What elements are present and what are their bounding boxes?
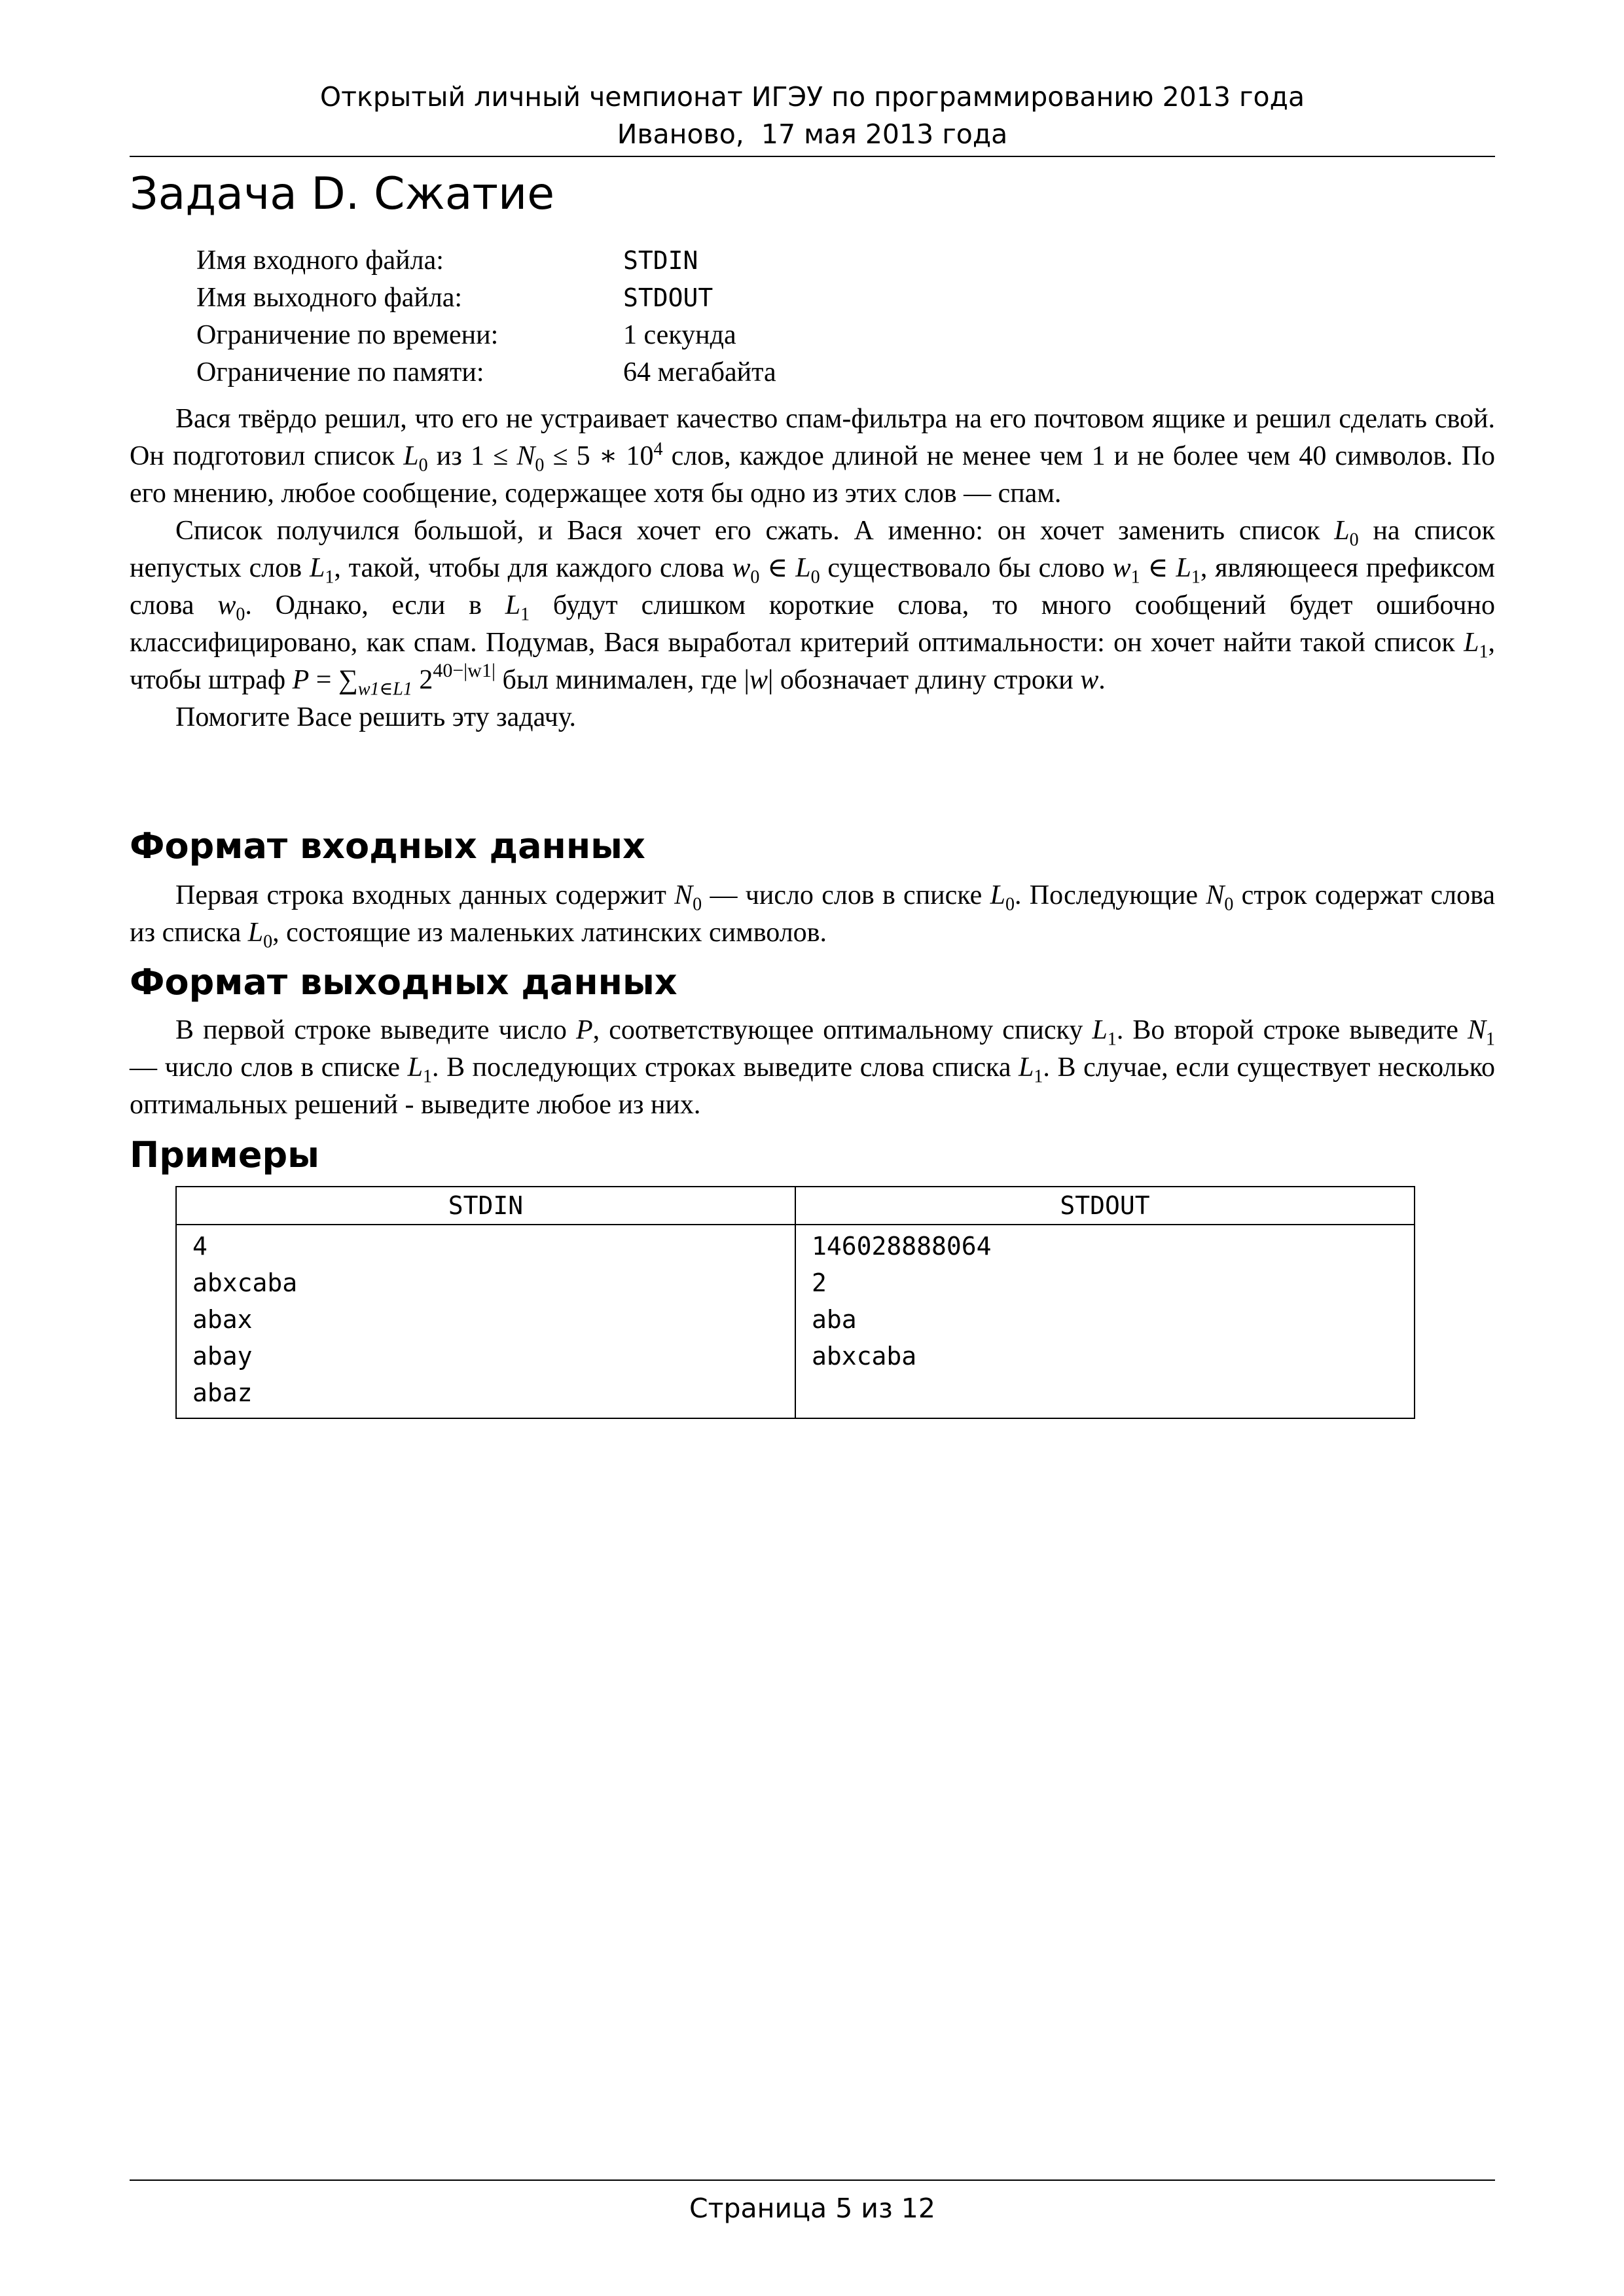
limit-label: Ограничение по памяти: [196,357,484,387]
header-rule [130,156,1495,157]
limit-row-time [196,317,776,354]
output-format-heading: Формат выходных данных [130,961,677,1003]
problem-statement [130,401,1495,736]
statement-paragraph-1: Вася твёрдо решил, что его не устраивает качество спам-фильтра на его почтовом ящике и решил сделать свой. Он подготовил список $L_0$ из $1 \le N_0 \le 5$ ∗ $10^4$ слов, каждое длиной не менее чем 1 и не более чем 40 символов. По его мнению, любое сообщение, содержащее хотя бы одно из этих слов — спам. [130,404,1495,509]
table-row [176,1225,1415,1418]
column-header-stdout: STDOUT [795,1187,1415,1225]
limit-row-output-file [196,279,776,317]
stdout-line: 146028888064 [812,1232,992,1261]
page-number: Страница 5 из 12 [689,2193,935,2224]
examples-header-row [176,1187,1415,1225]
stdin-line: abxcaba [192,1268,298,1297]
stdin-cell [176,1225,795,1418]
header-line-1: Открытый личный чемпионат ИГЭУ по программированию 2013 года [319,81,1305,113]
limit-value: 64 мегабайта [623,357,776,387]
stdin-line: 4 [192,1232,208,1261]
statement-paragraph-3: Помогите Васе решить эту задачу. [175,702,577,732]
examples-table [175,1186,1415,1419]
limit-label: Ограничение по времени: [196,320,499,350]
limit-row-input-file [196,242,776,279]
page-header [130,79,1495,153]
output-format-text: В первой строке выведите число P, соответствующее оптимальному списку $L_1$. Во второй строке выведите $N_1$ — число слов в списке $L_1$. В последующих строках выведите слова списка $L_1$. В случае, если существует несколько оптимальных решений - выведите любое из них. [130,1015,1495,1120]
limit-value: STDIN [623,246,698,275]
input-format-text: Первая строка входных данных содержит $N_0$ — число слов в списке $L_0$. Последующие $N_0$ строк содержат слова из списка $L_0$, состоящие из маленьких латинских символов. [130,880,1495,952]
input-format-heading: Формат входных данных [130,825,645,867]
stdin-line: abax [192,1305,253,1334]
header-line-2: Иваново, 17 мая 2013 года [617,118,1008,150]
stdout-line: abxcaba [812,1342,917,1371]
problem-limits [196,242,776,391]
limit-label: Имя выходного файла: [196,283,463,313]
limit-value: 1 секунда [623,320,736,350]
footer-rule [130,2179,1495,2181]
stdout-line: 2 [812,1268,827,1297]
examples-heading: Примеры [130,1134,319,1175]
stdin-line: abaz [192,1378,253,1407]
statement-paragraph-2: Список получился большой, и Вася хочет его сжать. А именно: он хочет заменить список $L_0$ на список непустых слов $L_1$, такой, чтобы для каждого слова $w_0$ ∈ $L_0$ существовало бы слово $w_1$ ∈ $L_1$, являющееся префиксом слова $w_0$. Однако, если в $L_1$ будут слишком короткие слова, то много сообщений будет ошибочно классифицировано, как спам. Подумав, Вася выработал критерий оптимальности: он хочет найти такой список $L_1$, чтобы штраф $P = \sum_{w1\in L1}$ $2^{40-|w1|}$ был минимален, где |w| обозначает длину строки w. [130,516,1496,700]
stdout-cell [795,1225,1415,1418]
problem-title: Задача D. Сжатие [130,168,555,220]
limit-value: STDOUT [623,283,713,312]
limit-row-memory [196,354,776,391]
column-header-stdin: STDIN [176,1187,795,1225]
stdout-line: aba [812,1305,857,1334]
limit-label: Имя входного файла: [196,245,444,276]
stdin-line: abay [192,1342,253,1371]
